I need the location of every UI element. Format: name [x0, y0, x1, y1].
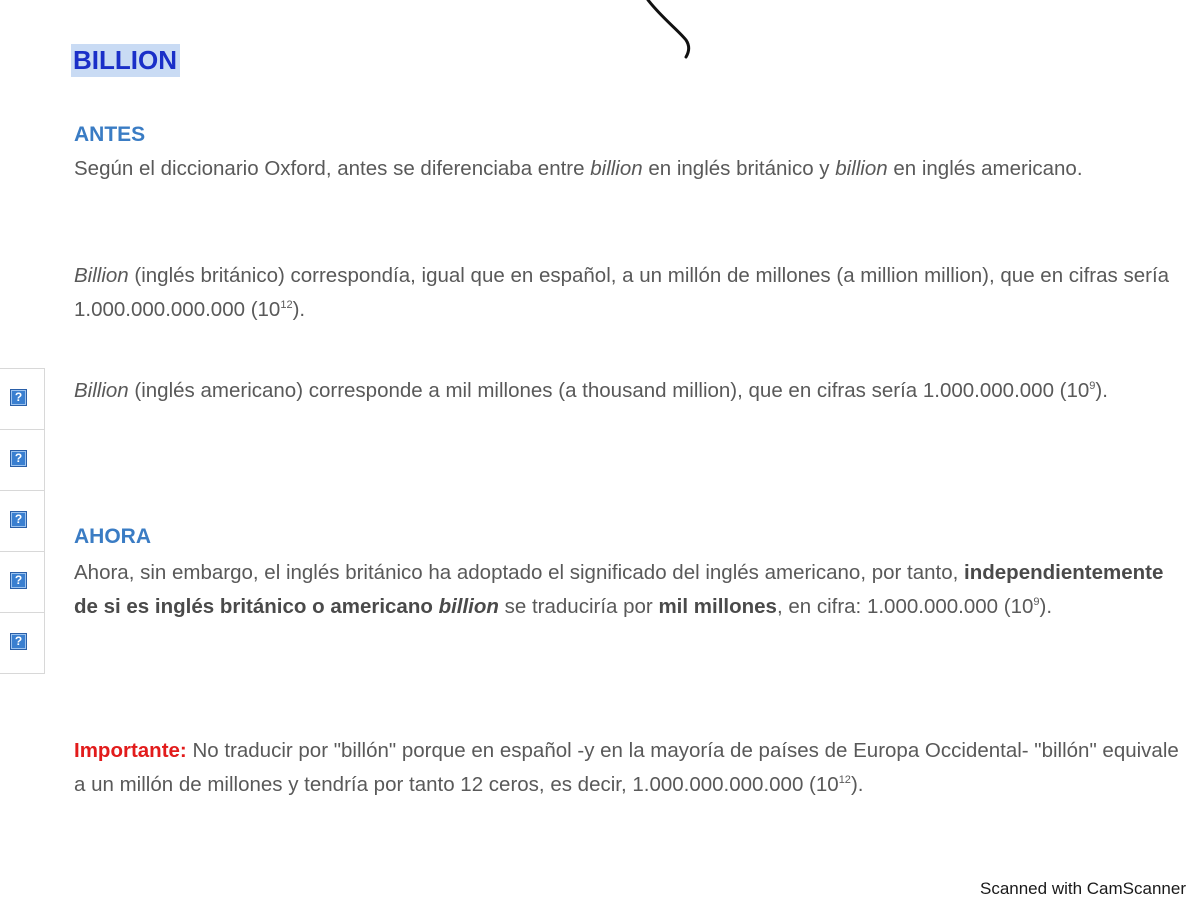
paragraph-important: Importante: No traducir por "billón" porque en español -y en la mayoría de países de Europa Occidental- "billón" equivale a un millón de millones y tendría por tanto 12 ceros, es decir, 1.000.000.000.000 $(10^{12})$. — [74, 739, 1179, 796]
help-row — [0, 490, 44, 551]
help-column-divider — [44, 368, 45, 674]
help-question-icon[interactable]: ? — [10, 389, 27, 406]
help-box-column — [0, 368, 44, 674]
help-question-icon[interactable]: ? — [10, 572, 27, 589]
help-question-icon[interactable]: ? — [10, 633, 27, 650]
help-row — [0, 612, 44, 674]
page-title: BILLION — [71, 44, 180, 77]
help-question-icon[interactable]: ? — [10, 450, 27, 467]
help-row — [0, 551, 44, 612]
scanner-watermark: Scanned with CamScanner — [979, 879, 1186, 898]
paragraph-antes-intro: Según el diccionario Oxford, antes se diferenciaba entre billion en inglés británico y billion en inglés americano. — [74, 157, 1083, 180]
paragraph-american-billion: Billion (inglés americano) corresponde a mil millones (a thousand million), que en cifras sería 1.000.000.000 $(10^9)$. — [74, 379, 1108, 402]
section-heading-antes: ANTES — [74, 123, 146, 146]
paragraph-ahora: Ahora, sin embargo, el inglés británico ha adoptado el significado del inglés americano, por tanto, independientemente de si es inglés británico o americano billion se traduciría por mil millones, en cifra: 1.000.000.000 $(10^9)$. — [74, 561, 1164, 618]
section-heading-ahora: AHORA — [74, 525, 151, 548]
pen-stroke-mark — [0, 0, 1200, 70]
paragraph-british-billion: Billion (inglés británico) correspondía, igual que en español, a un millón de millones (a million million), que en cifras sería 1.000.000.000.000 $(10^{12})$. — [74, 264, 1170, 321]
help-row — [0, 429, 44, 490]
help-question-icon[interactable]: ? — [10, 511, 27, 528]
important-label: Importante: — [74, 739, 187, 762]
help-row — [0, 368, 44, 429]
